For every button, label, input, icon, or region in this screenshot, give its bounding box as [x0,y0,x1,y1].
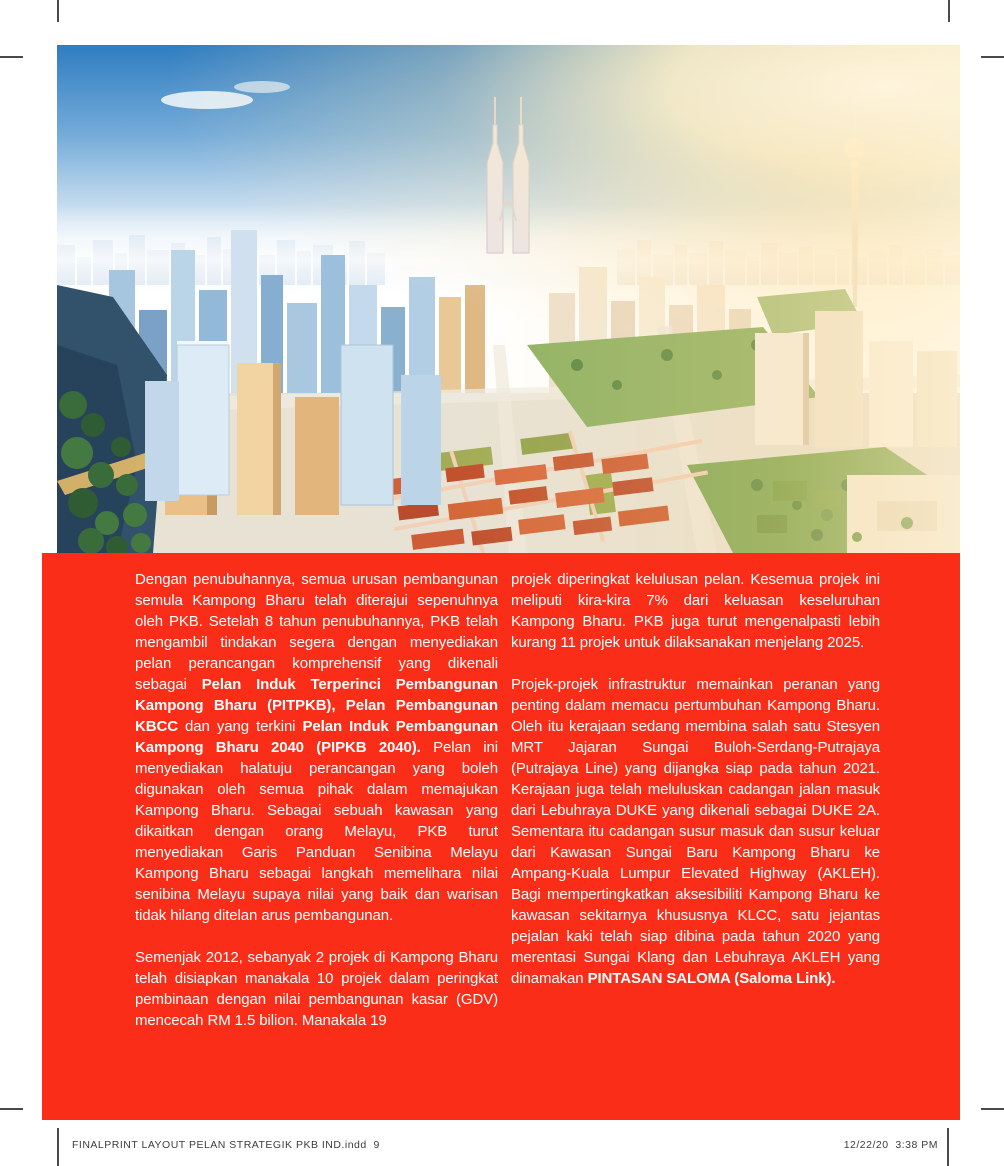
crop-mark [981,1108,1004,1110]
article-column-1 [135,569,498,1052]
article-column-2 [511,569,880,1010]
sunset-tint [57,45,960,553]
paragraph: Projek-projek infrastruktur memainkan peranan yang penting dalam memacu pertumbuhan Kampong Bharu. Oleh itu kerajaan sedang membina salah satu Stesyen MRT Jajaran Sungai Buloh-Serdang-Putrajaya (Putrajaya Line) yang dijangka siap pada tahun 2021. Kerajaan juga telah meluluskan cadangan jalan masuk dari Lebuhraya DUKE yang dikenali sebagai DUKE 2A. Sementara itu cadangan susur masuk dan susur keluar dari Kawasan Sungai Baru Kampong Bharu ke Ampang-Kuala Lumpur Elevated Highway (AKLEH). Bagi mempertingkatkan aksesibiliti Kampong Bharu ke kawasan sekitarnya khususnya KLCC, satu jejantas pejalan kaki telah siap dibina pada tahun 2020 yang merentasi Sungai Klang dan Lebuhraya AKLEH yang dinamakan PINTASAN SALOMA (Saloma Link). [511,676,880,987]
crop-mark [981,56,1004,58]
crop-mark [948,0,950,22]
footer-timestamp: 12/22/20 3:38 PM [843,1139,938,1151]
paragraph: Dengan penubuhannya, semua urusan pembangunan semula Kampong Bharu telah diterajui sepenuhnya oleh PKB. Setelah 8 tahun penubuhannya, PKB telah mengambil tindakan segera dengan menyediakan pelan perancangan komprehensif yang dikenali sebagai Pelan Induk Terperinci Pembangunan Kampong Bharu (PITPKB), Pelan Pembangunan KBCC dan yang terkini Pelan Induk Pembangunan Kampong Bharu 2040 (PIPKB 2040). Pelan ini menyediakan halatuju perancangan yang boleh digunakan oleh semua pihak dalam memajukan Kampong Bharu. Sebagai sebuah kawasan yang dikaitkan dengan orang Melayu, PKB turut menyediakan Garis Panduan Senibina Melayu Kampong Bharu sebagai langkah memelihara nilai senibina Melayu supaya nilai yang baik dan warisan tidak hilang ditelan arus pembangunan. [135,571,499,924]
paragraph: Semenjak 2012, sebanyak 2 projek di Kampong Bharu telah disiapkan manakala 10 projek dalam peringkat pembinaan dengan nilai pembangunan kasar (GDV) mencecah RM 1.5 bilion. Manakala 19 [135,949,498,1029]
hero-image [57,45,960,553]
footer-filename: FINALPRINT LAYOUT PELAN STRATEGIK PKB IND.indd 9 [72,1139,380,1151]
crop-mark [0,1108,23,1110]
city-aerial-illustration [57,45,960,553]
paragraph: projek diperingkat kelulusan pelan. Kesemua projek ini meliputi kira-kira 7% dari keluasan keseluruhan Kampong Bharu. PKB juga turut mengenalpasti lebih kurang 11 projek untuk dilaksanakan menjelang 2025. [511,571,880,651]
content-panel [42,553,960,1120]
crop-mark [57,1128,59,1166]
crop-mark [0,56,23,58]
crop-mark [947,1128,949,1166]
crop-mark [57,0,59,22]
